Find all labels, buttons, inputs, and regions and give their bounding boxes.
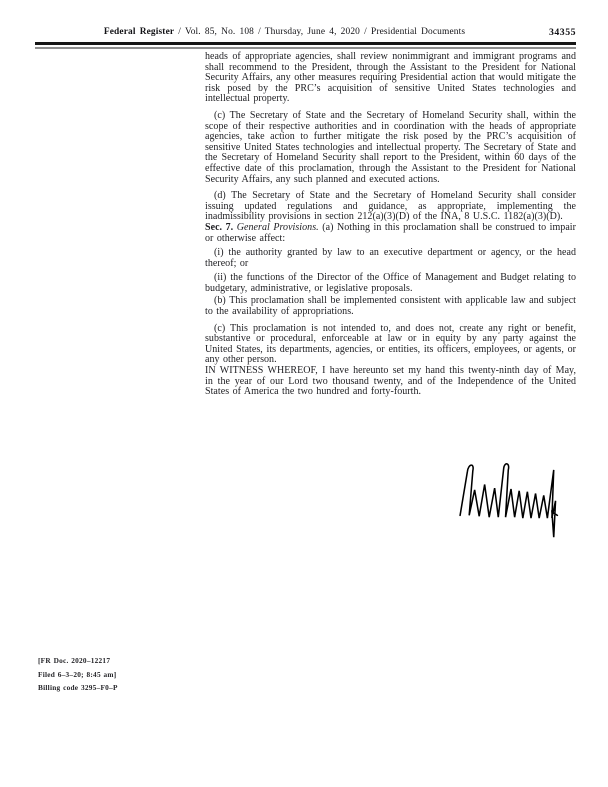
- billing-code: Billing code 3295–F0–P: [38, 683, 118, 693]
- publication-name: Federal Register: [103, 27, 175, 37]
- body-paragraph-sec7-i: (i) the authority granted by law to an executive department or agency, or the head thereof; or: [205, 247, 576, 269]
- body-paragraph-sec7: [205, 223, 576, 244]
- citation-text: / Vol. 85, No. 108 / Thursday, June 4, 2020 / Presidential Documents: [174, 27, 466, 37]
- filing-info-block: [38, 654, 118, 695]
- body-paragraph-sec6-c: (c) The Secretary of State and the Secretary of Homeland Security shall, within the scope of their respective authorities and in coordination with the heads of appropriate agencies, take action to further mitigate the risk posed by the PRC’s acquisition of sensitive United States technologies and intellectual property. The Secretary of State and the Secretary of Homeland Security shall report to the President, within 60 days of the effective date of this proclamation, through the Assistant to the President for National Security Affairs, any such planned and executed actions.: [205, 109, 576, 185]
- presidential-signature-icon: [455, 459, 567, 539]
- header-rule-black: [35, 42, 576, 45]
- fr-doc-number: [FR Doc. 2020–12217: [38, 656, 111, 665]
- header-rule-gray: [35, 47, 576, 49]
- filed-date: Filed 6–3–20; 8:45 am]: [38, 669, 117, 679]
- section-label: Sec. 7.: [205, 221, 234, 233]
- page-number: 34355: [549, 26, 576, 38]
- section-text: (a) Nothing in this proclamation shall be construed to impair or otherwise affect:: [205, 221, 576, 244]
- body-paragraph-continuation: heads of appropriate agencies, shall review nonimmigrant and immigrant programs and shall recommend to the President, through the Assistant to the President for National Security Affairs, any other measures requiring Presidential action that would mitigate the risk posed by the PRC’s acquisition of sensitive United States technologies and intellectual property.: [205, 51, 576, 105]
- body-paragraph-witness-clause: IN WITNESS WHEREOF, I have hereunto set my hand this twenty-ninth day of May, in the year of our Lord two thousand twenty, and of the Independence of the United States of America the two hundred and forty-fourth.: [205, 365, 576, 398]
- body-paragraph-sec7-b: (b) This proclamation shall be implemented consistent with applicable law and subject to the availability of appropriations.: [205, 295, 576, 318]
- body-paragraph-sec7-ii: (ii) the functions of the Director of the Office of Management and Budget relating to budgetary, administrative, or legislative proposals.: [205, 272, 576, 294]
- section-title: General Provisions.: [236, 221, 319, 233]
- body-paragraph-sec6-d: (d) The Secretary of State and the Secretary of Homeland Security shall consider issuing updated regulations and guidance, as appropriate, implementing the inadmissibility provisions in section 212(a)(3)(D) of the INA, 8 U.S.C. 1182(a)(3)(D).: [205, 190, 576, 223]
- header-citation: [35, 27, 534, 37]
- proclamation-text-column: [205, 52, 576, 398]
- running-head: [35, 27, 576, 40]
- body-paragraph-sec7-c: (c) This proclamation is not intended to, and does not, create any right or benefit, substantive or procedural, enforceable at law or in equity by any party against the United States, its departments, agencies, or entities, its officers, employees, or agents, or any other person.: [205, 322, 576, 366]
